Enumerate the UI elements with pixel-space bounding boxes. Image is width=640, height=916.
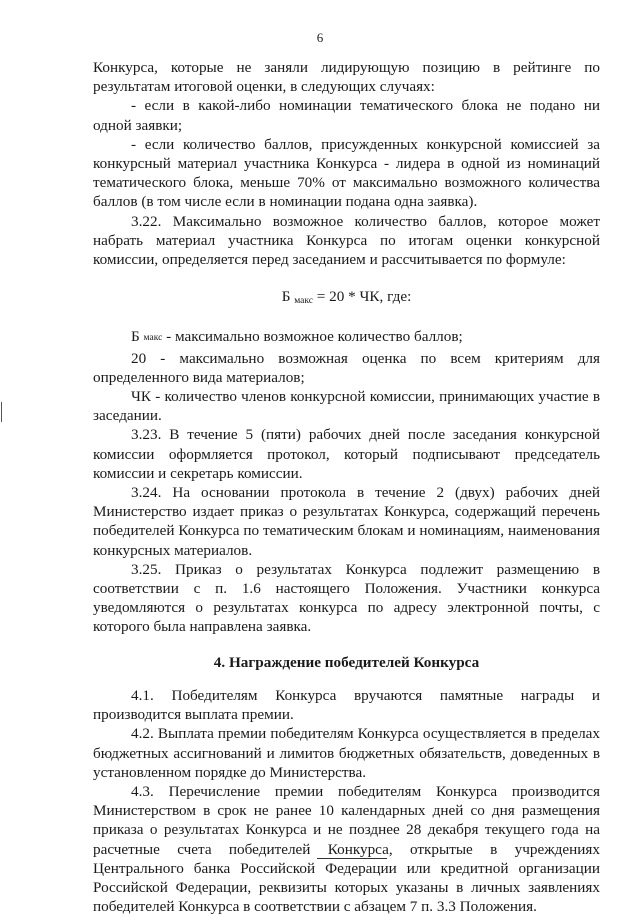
clause-4-2: 4.2. Выплата премии победителям Конкурса осуществляется в пределах бюджетных ассигнований и лимитов бюджетных обязательств, доведенных в установленном порядке до Министерства. — [93, 725, 600, 781]
margin-mark — [1, 402, 2, 422]
clause-3-22: 3.22. Максимально возможное количество баллов, которое может набрать материал участника Конкурса по итогам оценки конкурсной комиссии, определяется перед заседанием и рассчитывается по формуле: — [93, 212, 600, 269]
definition-20: 20 - максимально возможная оценка по всем критериям для определенного вида материалов; — [93, 349, 600, 386]
formula-subscript: макс — [294, 296, 313, 307]
formula-expression: = 20 * ЧК, где: — [313, 288, 412, 306]
list-item: - если в какой-либо номинации тематического блока не подано ни одной заявки; — [93, 97, 600, 134]
definition-bmax — [93, 327, 600, 348]
clause-3-23: 3.23. В течение 5 (пяти) рабочих дней после заседания конкурсной комиссии оформляется протокол, который подписывают председатель комиссии и секретарь комиссии. — [93, 426, 600, 482]
definition-text: - максимально возможное количество баллов; — [162, 328, 463, 346]
paragraph: Конкурса, которые не заняли лидирующую позицию в рейтинге по результатам итоговой оценки, в следующих случаях: — [93, 59, 600, 96]
page-number: 6 — [316, 30, 324, 45]
closing-rule — [317, 858, 387, 859]
clause-4-1: 4.1. Победителям Конкурса вручаются памятные награды и производится выплата премии. — [93, 686, 600, 724]
definition-symbol: Б — [131, 328, 140, 346]
formula — [93, 287, 600, 311]
document-body — [93, 58, 600, 916]
list-item: - если количество баллов, присужденных конкурсной комиссией за конкурсный материал участника Конкурса - лидера в одной из номинаций тематического блока, меньше 70% от максимально возможного количества баллов (в том числе если в номинации подана одна заявка). — [93, 135, 600, 211]
formula-symbol: Б — [281, 288, 291, 306]
clause-3-25: 3.25. Приказ о результатах Конкурса подлежит размещению в соответствии с п. 1.6 настоящего Положения. Участники конкурса уведомляются о результатах конкурса по адресу электронной почты, с которого была направлена заявка. — [93, 560, 600, 636]
definition-subscript: макс — [143, 333, 163, 344]
definition-chk: ЧК - количество членов конкурсной комиссии, принимающих участие в заседании. — [93, 388, 600, 425]
section-heading: 4. Награждение победителей Конкурса — [213, 653, 480, 671]
clause-3-24: 3.24. На основании протокола в течение 2 (двух) рабочих дней Министерство издает приказ о результатах Конкурса, содержащий перечень победителей Конкурса по тематическим блокам и номинациям, наименования конкурсных материалов. — [93, 484, 600, 559]
clause-4-3: 4.3. Перечисление премии победителям Конкурса производится Министерством в срок не ранее 10 календарных дней со дня размещения приказа о результатах Конкурса и не позднее 28 декабря текущего года на расчетные счета победителей Конкурса, открытые в учреждениях Центрального банка Российской Федерации или кредитной организации Российской Федерации, реквизиты которых указаны в личных заявлениях победителей Конкурса в соответствии с абзацем 7 п. 3.3 Положения. — [93, 782, 600, 916]
